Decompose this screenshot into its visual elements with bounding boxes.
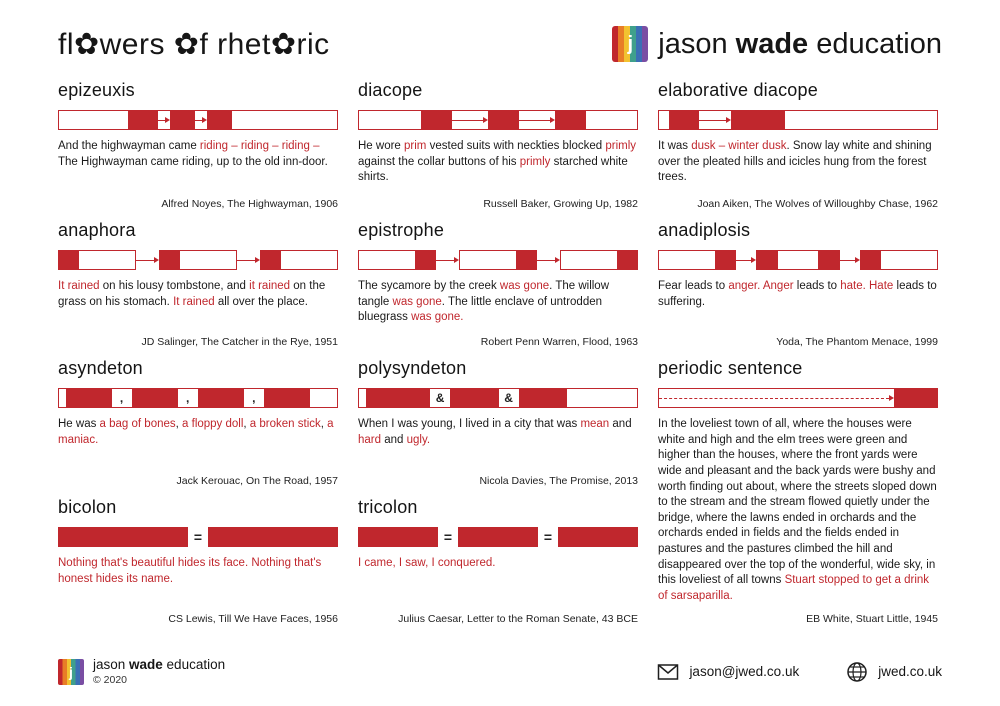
word-block: [66, 389, 112, 407]
example-text: It was dusk – winter dusk. Snow lay white and shining over the pleated hills and icicles hung from the forest trees.: [658, 140, 932, 184]
attribution: CS Lewis, Till We Have Faces, 1956: [168, 612, 338, 625]
pattern-diagram: [58, 110, 338, 130]
card-anadiplosis: [658, 220, 938, 358]
word-block: [450, 389, 499, 407]
page-footer: [0, 657, 1000, 706]
arrow-icon: [699, 111, 732, 129]
brand-name: [658, 28, 942, 61]
attribution: Jack Kerouac, On The Road, 1957: [176, 475, 338, 488]
footer-brand-name: [93, 657, 225, 672]
separator-symbol: ,: [119, 391, 124, 405]
card-title: epizeuxis: [58, 80, 135, 100]
gap: [59, 111, 128, 129]
card-title: bicolon: [58, 497, 117, 518]
email-contact: [656, 660, 799, 684]
word-block: [458, 527, 538, 547]
pattern-diagram: [658, 388, 938, 408]
example-text: In the loveliest town of all, where the houses were white and high and the elm trees were green and higher than the houses, where the front yards were wide and pleasant and the back yards were bushy and worth finding out about, where the streets sloped down to the stream and the stream flowed quietly under the bridge, where the lawns ended in orchards and the orchards ended in fields and the fields ended in pastures and the pastures climbed the hill and disappeared over the top of the wonderful, wide sky, in this loveliest of all towns Stuart stopped to get a drink of sarsaparilla.: [658, 418, 937, 602]
card-title: asyndeton: [58, 358, 143, 378]
word-block: [132, 389, 178, 407]
brand-bold: wade: [735, 27, 809, 60]
dashed-arrow-icon: [659, 389, 894, 407]
gap: [785, 111, 937, 129]
attribution: Yoda, The Phantom Menace, 1999: [776, 336, 938, 348]
word-block: [208, 527, 338, 547]
copyright: © 2020: [93, 674, 128, 686]
brand-rest: education: [162, 657, 226, 672]
example-text: And the highwayman came riding – riding – riding – The Highwayman came riding, up to the old inn-door.: [58, 140, 328, 168]
word-block: [128, 111, 158, 129]
card-polysyndeton: [358, 358, 638, 497]
globe-icon: [845, 660, 869, 684]
pattern-diagram: [658, 110, 938, 130]
clause-box: [560, 250, 638, 270]
word-block: [555, 111, 586, 129]
word-block: [669, 111, 699, 129]
brand-lockup: [612, 26, 942, 62]
attribution: Nicola Davies, The Promise, 2013: [479, 475, 638, 488]
gap: [232, 111, 337, 129]
gap: [359, 389, 366, 407]
word-block: [264, 389, 310, 407]
clause-box: [658, 250, 736, 270]
gap: [586, 111, 637, 129]
card-title: epistrophe: [358, 220, 445, 240]
word-block: [488, 111, 519, 129]
brand-logo-icon: [58, 659, 84, 685]
card-bicolon: [58, 497, 338, 634]
separator-symbol: ,: [252, 391, 256, 405]
gap: [310, 389, 337, 407]
example-text: He was a bag of bones, a floppy doll, a broken stick, a maniac.: [58, 418, 334, 446]
example-text: He wore prim vested suits with neckties blocked primly against the collar buttons of his primly starched white shirts.: [358, 140, 637, 184]
word-block: [558, 527, 638, 547]
arrow-icon: [452, 111, 488, 129]
brand-logo-letter: j: [69, 663, 73, 680]
example-text: When I was young, I lived in a city that was mean and hard and ugly.: [358, 418, 632, 446]
arrow-icon: [136, 250, 159, 270]
word-block: [170, 111, 195, 129]
card-epistrophe: [358, 220, 638, 358]
card-title: diacope: [358, 80, 423, 100]
word-block: [58, 527, 188, 547]
content-grid: [0, 72, 1000, 635]
card-anaphora: [58, 220, 338, 358]
word-block: [519, 389, 568, 407]
clause-box: [756, 250, 840, 270]
example-text: Fear leads to anger. Anger leads to hate. Hate leads to suffering.: [658, 280, 937, 308]
attribution: Alfred Noyes, The Highwayman, 1906: [161, 198, 338, 210]
footer-contacts: [656, 660, 942, 684]
arrow-icon: [436, 250, 459, 270]
separator-symbol: &: [435, 391, 445, 405]
card-elaborative-diacope: [658, 80, 938, 220]
brand-first: jason: [658, 27, 736, 60]
card-tricolon: [358, 497, 638, 634]
card-title: elaborative diacope: [658, 80, 818, 100]
brand-logo-letter: j: [627, 32, 634, 55]
clause-box: [860, 250, 938, 270]
pattern-diagram: [658, 250, 938, 270]
website-contact: [845, 660, 942, 684]
word-block: [207, 111, 232, 129]
clause-box: [358, 250, 436, 270]
example-text: The sycamore by the creek was gone. The willow tangle was gone. The little enclave of untrodden bluegrass was gone.: [358, 280, 610, 324]
card-title: tricolon: [358, 497, 418, 518]
pattern-diagram: [58, 388, 338, 408]
word-block: [731, 111, 785, 129]
separator-symbol: ,: [186, 391, 190, 405]
attribution: Joan Aiken, The Wolves of Willoughby Chase, 1962: [697, 198, 938, 210]
clause-box: [58, 250, 136, 270]
arrow-icon: [736, 250, 756, 270]
word-block: [358, 527, 438, 547]
separator-symbol: =: [543, 529, 553, 546]
clause-box: [260, 250, 338, 270]
attribution: EB White, Stuart Little, 1945: [806, 612, 938, 625]
footer-brand: [58, 657, 225, 686]
card-asyndeton: [58, 358, 338, 497]
gap: [659, 111, 669, 129]
card-title: anadiplosis: [658, 220, 751, 240]
pattern-diagram: [58, 527, 338, 547]
footer-brand-text-block: [93, 657, 225, 686]
arrow-icon: [840, 250, 860, 270]
separator-symbol: =: [193, 529, 203, 546]
example-text: I came, I saw, I conquered.: [358, 557, 496, 570]
word-block: [198, 389, 244, 407]
attribution: Julius Caesar, Letter to the Roman Senate, 43 BCE: [398, 612, 638, 625]
pattern-diagram: [358, 110, 638, 130]
brand-bold: wade: [129, 657, 163, 672]
pattern-diagram: [358, 250, 638, 270]
gap: [359, 111, 421, 129]
pattern-diagram: [358, 388, 638, 408]
gap: [567, 389, 637, 407]
card-title: anaphora: [58, 220, 136, 240]
poster-title: fl✿wers ✿f rhet✿ric: [58, 27, 330, 61]
clause-box: [159, 250, 237, 270]
word-block: [366, 389, 430, 407]
attribution: Russell Baker, Growing Up, 1982: [483, 198, 638, 210]
example-text: It rained on his lousy tombstone, and it rained on the grass on his stomach. It rained all over the place.: [58, 280, 326, 308]
separator-symbol: &: [504, 391, 513, 405]
pattern-diagram: [358, 527, 638, 547]
arrow-icon: [158, 111, 170, 129]
attribution: Robert Penn Warren, Flood, 1963: [480, 336, 638, 348]
card-periodic-sentence: [658, 358, 938, 635]
separator-symbol: =: [443, 529, 453, 546]
brand-rest: education: [808, 27, 942, 60]
arrow-icon: [537, 250, 560, 270]
clause-box: [459, 250, 537, 270]
example-text: Nothing that's beautiful hides its face. Nothing that's honest hides its name.: [58, 557, 322, 585]
arrow-icon: [195, 111, 207, 129]
arrow-icon: [519, 111, 555, 129]
brand-first: jason: [93, 657, 130, 672]
brand-logo-icon: [612, 26, 648, 62]
email-icon: [656, 660, 680, 684]
card-title: periodic sentence: [658, 358, 803, 378]
website-address[interactable]: jwed.co.uk: [878, 664, 942, 679]
email-address[interactable]: jason@jwed.co.uk: [689, 664, 800, 679]
word-block: [894, 389, 937, 407]
attribution: JD Salinger, The Catcher in the Rye, 1951: [141, 336, 338, 348]
word-block: [421, 111, 452, 129]
card-epizeuxis: [58, 80, 338, 220]
page-header: [0, 0, 1000, 72]
pattern-diagram: [58, 250, 338, 270]
card-title: polysyndeton: [358, 358, 467, 378]
card-diacope: [358, 80, 638, 220]
arrow-icon: [237, 250, 260, 270]
